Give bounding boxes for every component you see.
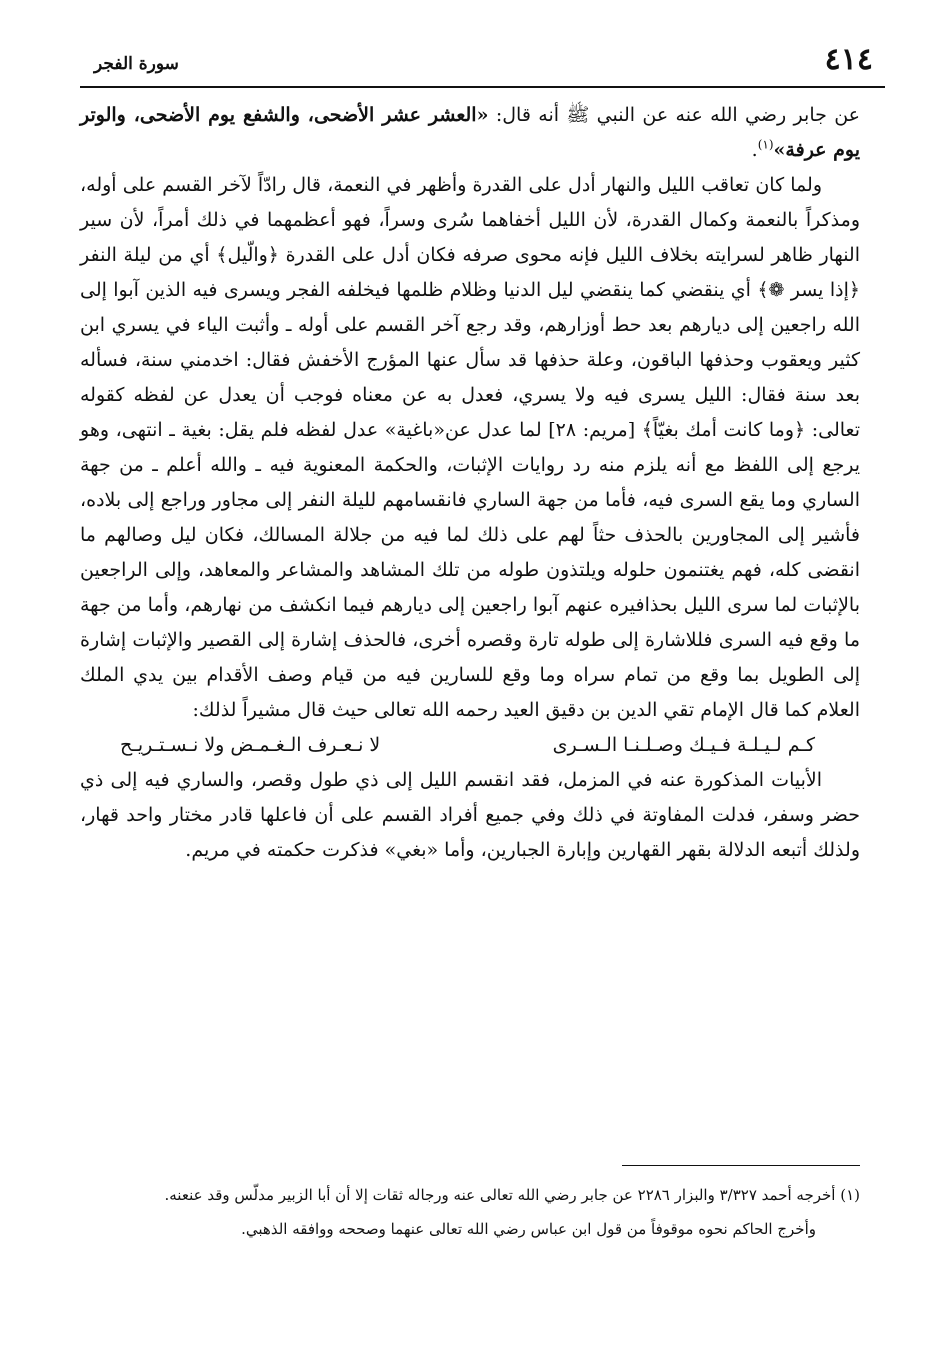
poem-second-hemistich: لا نـعـرف الـغـمـض ولا نـسـتـريـح <box>120 734 381 756</box>
page-number: ٤١٤ <box>824 42 873 77</box>
hadith-paragraph <box>80 98 860 168</box>
running-title: سورة الفجر <box>94 54 179 74</box>
footnote-1: (١) أخرجه أحمد ٣/٣٢٧ والبزار ٢٢٨٦ عن جابر رضي الله تعالى عنه ورجاله ثقات إلا أن أبا الزبير مدلّس وقد عنعنه. <box>164 1186 860 1204</box>
hadith-quote: «العشر عشر الأضحى، والشفع يوم الأضحى، والوتر يوم عرفة» <box>80 104 860 161</box>
closing-paragraph: الأبيات المذكورة عنه في المزمل، فقد انقسم الليل إلى ذي طول وقصر، والساري فيه إلى ذي حضر وسفر، فدلت المفاوتة في ذلك وفي جميع أفراد القسم على أن فاعلها قادر مختار واحد قهار، ولذلك أتبعه الدلالة بقهر القهارين وإبارة الجبارين، وأما «بغي» فذكرت حكمته في مريم. <box>80 769 860 861</box>
footnote-divider <box>622 1165 860 1166</box>
main-text <box>80 98 860 868</box>
hadith-intro: عن جابر رضي الله عنه عن النبي ﷺ أنه قال: <box>488 104 861 126</box>
commentary-paragraph: ولما كان تعاقب الليل والنهار أدل على القدرة وأظهر في النعمة، قال رادّاً لآخر القسم على أوله، ومذكراً بالنعمة وكمال القدرة، لأن الليل أخفاهما سُرى وسراً، فهو أعظمهما في ذلك أمراً، لأن سير النهار ظاهر لسرايته بخلاف الليل فإنه محوى صرفه فكان أدل على القدرة ﴿والّيل﴾ أي من ليلة النفر ﴿إذا يسر ❁﴾ أي ينقضي كما ينقضي ليل الدنيا وظلام ظلمها فيخلفه الفجر ويسرى فيه الذين آبوا إلى الله راجعين إلى ديارهم بعد حط أوزارهم، وقد رجع آخر القسم على أوله ـ وأثبت الياء في يسري ابن كثير ويعقوب وحذفها الباقون، وعلة حذفها قد سأل عنها المؤرج الأخفش فقال: اخدمني سنة، فسأله بعد سنة فقال: الليل يسرى فيه ولا يسري، فعدل به عن معناه فوجب أن يعدل عن لفظه كقوله تعالى: ﴿وما كانت أمك بغيّاً﴾ [مريم: ٢٨] لما عدل عن«باغية» عدل لفظه فلم يقل: بغية ـ انتهى، وهو يرجع إلى اللفظ مع أنه يلزم منه رد روايات الإثبات، والحكمة المعنوية فيه ـ والله أعلم ـ من جهة الساري وما يقع السرى فيه، فأما من جهة الساري فانقسامهم لليلة النفر إلى مجاور وراجع إلى بلاده، فأشير إلى المجاورين بالحذف حثاً لهم على ذلك لما فيه من جلالة المسالك، فكان ليل وصالهم ما انقضى كله، فهم يغتنمون حلوله ويلتذون طوله من تلك المشاهد والمشاعر والمعاهد، وإلى الراجعين بالإثبات لما سرى الليل بحذافيره عنهم آبوا راجعين إلى ديارهم فيما انكشف من نهارهم، وأما من جهة ما وقع فيه السرى فللاشارة إلى طوله تارة وقصره أخرى، فالحذف إشارة إلى القصير والإثبات إشارة إلى الطويل بما وقع من تمام سراه وما وقع للسارين فيه من قيام وصف الأقدام بين يدي الملك العلام كما قال الإمام تقي الدين بن دقيق العيد رحمه الله تعالى حيث قال مشيراً لذلك: <box>80 174 861 721</box>
poem-first-hemistich: كـم لـيـلـة فـيـك وصـلـنـا الـسـرى <box>552 734 815 756</box>
footnote-reference: (١) <box>757 137 774 152</box>
footnotes <box>110 1180 860 1244</box>
hadith-end: . <box>751 139 758 161</box>
poem-verse <box>80 728 860 763</box>
footnote-1-continuation: وأخرج الحاكم نحوه موقوفاً من قول ابن عباس رضي الله تعالى عنهما وصححه ووافقه الذهبي. <box>241 1220 816 1238</box>
page-header <box>80 40 885 88</box>
